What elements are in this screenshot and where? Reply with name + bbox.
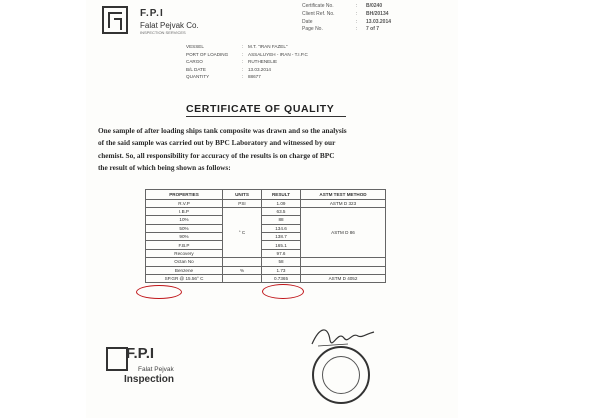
stamp-logo-icon <box>106 347 128 371</box>
result-cell: 63.5 <box>262 207 301 215</box>
property-cell: I.B.P <box>146 207 223 215</box>
property-cell: R.V.P <box>146 199 223 207</box>
method-cell: ASTM D 323 <box>301 199 386 207</box>
method-cell <box>301 258 386 266</box>
table-row <box>146 275 386 283</box>
unit-cell: % <box>223 266 262 274</box>
property-cell: Benzene <box>146 266 223 274</box>
shipment-key: CARGO <box>186 59 203 65</box>
shipment-value: 13.03.2014 <box>248 66 271 72</box>
meta-value: B/0240 <box>366 3 383 9</box>
shipment-row: PORT OF LOADING : ASSALUYEH - IRAN - T.I.P.C <box>186 52 368 60</box>
shipment-key: QUANTITY <box>186 74 210 80</box>
meta-key: Page No. <box>302 26 323 33</box>
unit-cell <box>223 275 262 283</box>
result-cell: 165.1 <box>262 241 301 249</box>
result-cell: 88 <box>262 216 301 224</box>
shipment-details <box>186 44 368 82</box>
property-cell: 50% <box>146 224 223 232</box>
meta-key: Date <box>302 18 313 25</box>
shipment-row: B/L DATE : 13.03.2014 <box>186 67 368 75</box>
table-row <box>146 199 386 207</box>
property-cell: 10% <box>146 216 223 224</box>
meta-row: Date : 13.03.2014 <box>302 19 406 27</box>
document-title: CERTIFICATE OF QUALITY <box>186 103 346 117</box>
method-cell: ASTM D 86 <box>301 207 386 257</box>
paragraph-line: One sample of after loading ships tank composite was drawn and so the analysis <box>98 126 347 135</box>
brand-short: F.P.I <box>140 8 164 19</box>
result-cell: 97.6 <box>262 249 301 257</box>
results-table <box>145 189 386 283</box>
paragraph-line: the result of which being shown as follows: <box>98 163 231 173</box>
shipment-value: RUTHENELIE <box>248 59 278 65</box>
meta-row: Certificate No. : B/0240 <box>302 3 406 11</box>
property-cell: Recovery <box>146 249 223 257</box>
header-units: UNITS <box>223 190 262 200</box>
shipment-row: CARGO : RUTHENELIE <box>186 59 368 67</box>
stamp-company: Falat Pejvak <box>138 366 174 373</box>
shipment-value: M.T. "IRAN FAZEL" <box>248 44 288 49</box>
paragraph-line: of the said sample was carried out by BPC Laboratory and witnessed by our <box>98 138 336 148</box>
unit-cell: PSI <box>223 199 262 207</box>
certificate-meta <box>302 3 406 34</box>
certificate-paragraph <box>98 125 398 175</box>
meta-value: BH/20134 <box>366 10 389 17</box>
header-properties: PROPERTIES <box>146 190 223 200</box>
result-cell: 0.7365 <box>262 275 301 283</box>
result-cell: 138.7 <box>262 233 301 241</box>
method-cell: ASTM D 4052 <box>301 275 386 283</box>
shipment-value: ASSALUYEH - IRAN - T.I.P.C <box>248 51 308 57</box>
results-table-wrapper <box>145 189 386 283</box>
meta-value: 7 of 7 <box>366 26 380 33</box>
shipment-key: VESSEL <box>186 44 204 49</box>
fpi-logo-icon <box>102 6 128 34</box>
round-stamp-icon <box>312 346 370 404</box>
benzene-result-highlight-oval <box>262 284 304 299</box>
table-header-row <box>146 190 386 200</box>
shipment-row: VESSEL : M.T. "IRAN FAZEL" <box>186 44 368 52</box>
unit-cell: ° C <box>223 207 262 257</box>
result-cell: 1.73 <box>262 266 301 274</box>
table-row <box>146 266 386 274</box>
result-cell: 58 <box>262 258 301 266</box>
header-method: ASTM TEST METHOD <box>301 190 386 200</box>
meta-key: Certificate No. <box>302 3 334 9</box>
shipment-row: QUANTITY : 88677 <box>186 74 368 82</box>
property-cell: SP.GR @ 15.56° C <box>146 275 223 283</box>
meta-value: 13.03.2014 <box>366 18 392 25</box>
stamp-brand: F.P.I <box>126 345 155 362</box>
stamp-inspection: Inspection <box>124 374 175 385</box>
shipment-key: B/L DATE <box>186 66 206 72</box>
table-row <box>146 258 386 266</box>
meta-row: Page No. : 7 of 7 <box>302 26 406 34</box>
unit-cell <box>223 258 262 266</box>
benzene-highlight-oval <box>136 285 182 299</box>
shipment-key: PORT OF LOADING <box>186 51 229 57</box>
result-cell: 134.6 <box>262 224 301 232</box>
meta-row: Client Ref. No. : BH/20134 <box>302 11 406 19</box>
brand-name: Falat Pejvak Co. <box>140 21 199 30</box>
round-stamp-inner <box>322 356 360 394</box>
paragraph-line: chemist. So, all responsibility for accuracy of the results is on charge of BPC <box>98 150 335 160</box>
property-cell: F.B.P <box>146 241 223 249</box>
brand-tagline: INSPECTION SERVICES <box>140 30 186 35</box>
method-cell <box>301 266 386 274</box>
property-cell: 90% <box>146 233 223 241</box>
meta-key: Client Ref. No. <box>302 10 335 17</box>
result-cell: 1.09 <box>262 199 301 207</box>
shipment-value: 88677 <box>248 74 261 80</box>
header-result: RESULT <box>262 190 301 200</box>
table-row <box>146 207 386 215</box>
property-cell: Octan No <box>146 258 223 266</box>
